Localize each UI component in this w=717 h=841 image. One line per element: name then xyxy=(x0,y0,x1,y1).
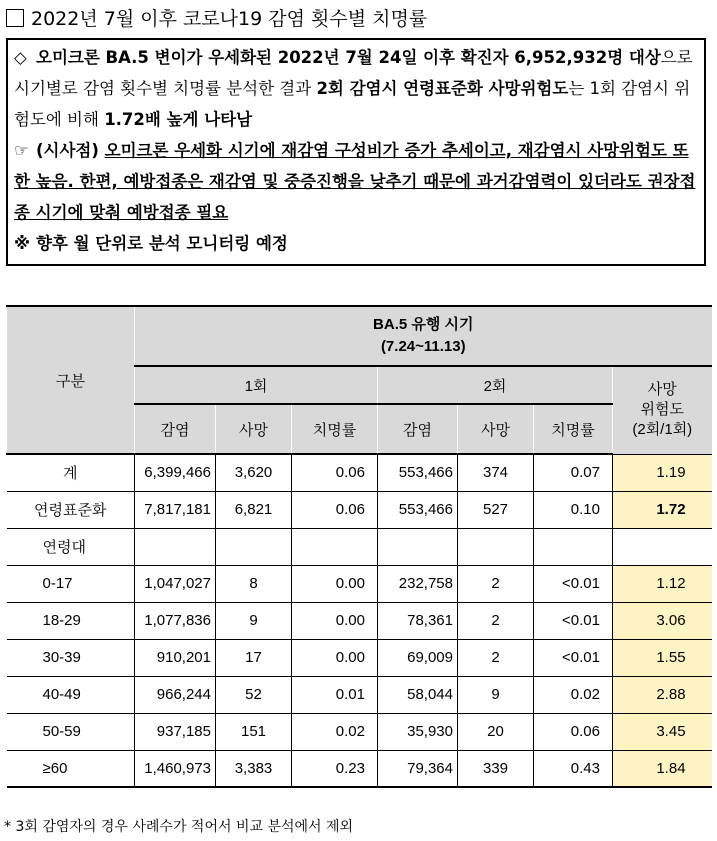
cell: 0.06 xyxy=(292,454,378,491)
header-category: 구분 xyxy=(7,306,135,454)
footnote: * 3회 감염자의 경우 사례수가 적어서 비교 분석에서 제외 xyxy=(4,819,354,835)
cell: 20 xyxy=(458,713,534,750)
cell: 2 xyxy=(458,602,534,639)
header-group-2: 2회 xyxy=(378,366,613,404)
cell: 7,817,181 xyxy=(135,491,216,528)
row-label: 30-39 xyxy=(7,639,135,676)
cell: 0.00 xyxy=(292,639,378,676)
cell: 35,930 xyxy=(378,713,458,750)
cell: <0.01 xyxy=(534,602,613,639)
risk-cell: 1.12 xyxy=(613,565,712,602)
summary-box xyxy=(6,38,706,266)
table-row xyxy=(7,713,712,750)
summary-point-1 xyxy=(14,42,696,135)
cell: <0.01 xyxy=(534,565,613,602)
cell xyxy=(613,528,712,565)
cell xyxy=(292,528,378,565)
cell xyxy=(135,528,216,565)
reference-mark-icon: ※ xyxy=(14,234,31,253)
cell: 9 xyxy=(458,676,534,713)
risk-cell: 1.55 xyxy=(613,639,712,676)
row-label: 계 xyxy=(7,454,135,491)
header-sub: 감염 xyxy=(135,404,216,454)
row-label: ≥60 xyxy=(7,750,135,787)
cell: 0.02 xyxy=(534,676,613,713)
cell: 58,044 xyxy=(378,676,458,713)
risk-cell: 1.84 xyxy=(613,750,712,787)
cell: 6,821 xyxy=(216,491,292,528)
summary-text: 오미크론 BA.5 변이가 우세화된 2022년 7월 24일 이후 확진자 6,952,932명 대상 xyxy=(36,48,661,67)
cell: 553,466 xyxy=(378,491,458,528)
summary-text: 오미크론 우세화 시기에 재감염 구성비가 증가 추세이고, 재감염시 사망위험도 또한 높음. 한편, 예방접종은 재감염 및 중증진행을 낮추기 때문에 과거감염력이 있더라도 권장접종 시기에 맞춰 예방접종 필요 xyxy=(14,141,696,222)
table-row xyxy=(7,528,712,565)
cell: 1,460,973 xyxy=(135,750,216,787)
row-label: 18-29 xyxy=(7,602,135,639)
cell: 0.23 xyxy=(292,750,378,787)
summary-text: 2회 감염시 연령표준화 사망위험도 xyxy=(316,79,569,98)
cell: 0.02 xyxy=(292,713,378,750)
cell: 3,383 xyxy=(216,750,292,787)
table-row xyxy=(7,565,712,602)
header-sub: 치명률 xyxy=(534,404,613,454)
cell: 0.10 xyxy=(534,491,613,528)
header-sub: 감염 xyxy=(378,404,458,454)
header-group-1: 1회 xyxy=(135,366,378,404)
row-label: 연령대 xyxy=(7,528,135,565)
row-label: 50-59 xyxy=(7,713,135,750)
summary-text: 향후 월 단위로 분석 모니터링 예정 xyxy=(36,234,288,253)
cell: 966,244 xyxy=(135,676,216,713)
row-label: 연령표준화 xyxy=(7,491,135,528)
summary-point-3 xyxy=(14,228,696,259)
cell: 79,364 xyxy=(378,750,458,787)
cell: 0.06 xyxy=(292,491,378,528)
risk-cell: 3.45 xyxy=(613,713,712,750)
header-sub: 사망 xyxy=(216,404,292,454)
cell: 0.06 xyxy=(534,713,613,750)
cell: 937,185 xyxy=(135,713,216,750)
pointing-hand-icon: ☞ xyxy=(14,141,29,160)
cell: 1,047,027 xyxy=(135,565,216,602)
cell: 553,466 xyxy=(378,454,458,491)
cell: 0.43 xyxy=(534,750,613,787)
cell: 339 xyxy=(458,750,534,787)
table-row xyxy=(7,602,712,639)
table-row xyxy=(7,491,712,528)
risk-cell: 1.19 xyxy=(613,454,712,491)
header-risk: 사망 위험도 (2회/1회) xyxy=(613,366,712,454)
cell: 52 xyxy=(216,676,292,713)
cell: 0.07 xyxy=(534,454,613,491)
row-label: 0-17 xyxy=(7,565,135,602)
header-period: BA.5 유행 시기 (7.24~11.13) xyxy=(135,306,712,366)
row-label: 40-49 xyxy=(7,676,135,713)
cell: 1,077,836 xyxy=(135,602,216,639)
cell xyxy=(534,528,613,565)
cell: 8 xyxy=(216,565,292,602)
table-row xyxy=(7,454,712,491)
cell xyxy=(216,528,292,565)
cell: 0.01 xyxy=(292,676,378,713)
cell: <0.01 xyxy=(534,639,613,676)
table-row xyxy=(7,750,712,787)
fatality-table xyxy=(6,305,712,788)
header-sub: 사망 xyxy=(458,404,534,454)
summary-text: 으로 시기별로 감염 횟수별 치명률 분석한 결과 xyxy=(14,48,693,98)
cell: 2 xyxy=(458,565,534,602)
summary-text: 는 1회 감염시 위험도에 비해 xyxy=(14,79,691,129)
cell xyxy=(378,528,458,565)
summary-text: 1.72배 높게 나타남 xyxy=(104,110,253,129)
cell: 3,620 xyxy=(216,454,292,491)
cell: 78,361 xyxy=(378,602,458,639)
cell: 151 xyxy=(216,713,292,750)
cell: 527 xyxy=(458,491,534,528)
diamond-icon: ◇ xyxy=(14,48,27,67)
summary-point-2 xyxy=(14,135,696,228)
cell: 0.00 xyxy=(292,565,378,602)
cell xyxy=(458,528,534,565)
cell: 374 xyxy=(458,454,534,491)
cell: 232,758 xyxy=(378,565,458,602)
header-sub: 치명률 xyxy=(292,404,378,454)
risk-cell: 3.06 xyxy=(613,602,712,639)
risk-cell: 1.72 xyxy=(613,491,712,528)
table-row xyxy=(7,676,712,713)
risk-cell: 2.88 xyxy=(613,676,712,713)
cell: 0.00 xyxy=(292,602,378,639)
summary-text: (시사점) xyxy=(36,141,105,160)
cell: 69,009 xyxy=(378,639,458,676)
page-title xyxy=(6,6,427,32)
cell: 910,201 xyxy=(135,639,216,676)
checkbox-square-icon xyxy=(6,9,24,27)
page-title-text: 2022년 7월 이후 코로나19 감염 횟수별 치명률 xyxy=(31,8,428,30)
table-row xyxy=(7,639,712,676)
cell: 6,399,466 xyxy=(135,454,216,491)
cell: 2 xyxy=(458,639,534,676)
cell: 17 xyxy=(216,639,292,676)
cell: 9 xyxy=(216,602,292,639)
